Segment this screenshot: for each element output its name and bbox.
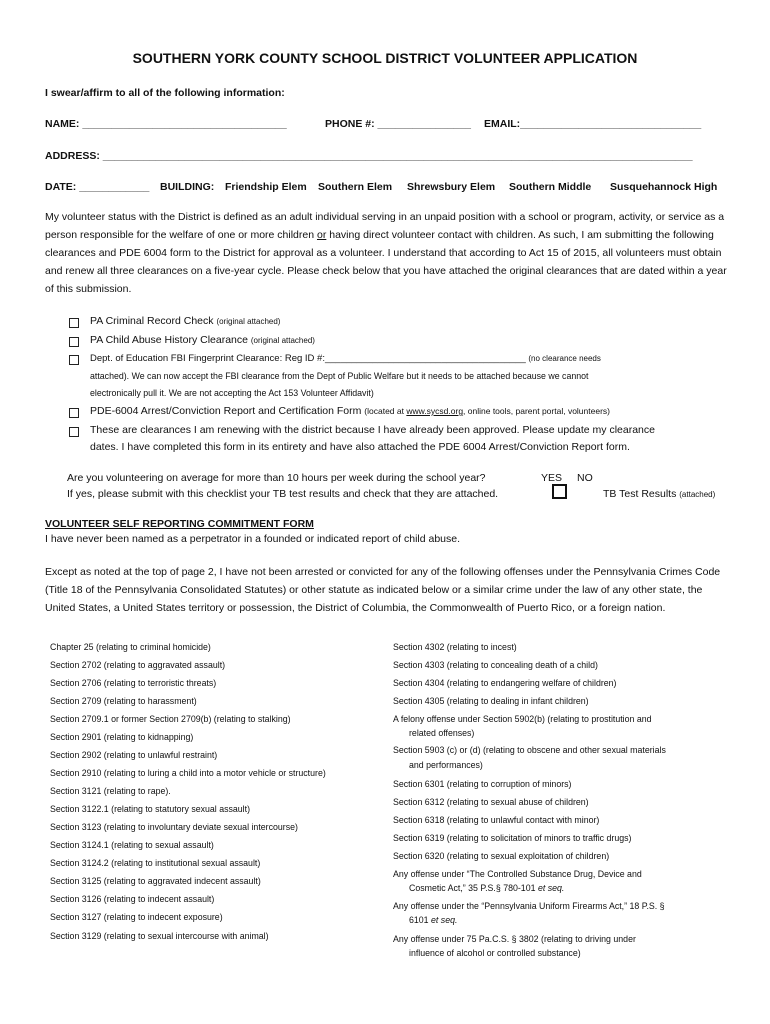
fbi-note-line-2: attached). We can now accept the FBI clearance from the Dept of Public Welfare but it needs to be attached because we cannot (90, 371, 589, 381)
yes-option[interactable]: YES (541, 472, 563, 484)
sycsd-link[interactable]: www.sycsd.org (406, 406, 464, 416)
offense-item: Section 6301 (relating to corruption of minors) (393, 779, 572, 789)
tb-results-label: TB Test Results (attached) (603, 488, 716, 500)
intro-paragraph: My volunteer status with the District is defined as an adult individual serving in an unpaid position with a school or program, activity, or service as a person responsible for the welfare of one or more children or having direct volunteer contact with children. As such, I am submitting the following clearances and PDE 6004 form to the District for approval as a volunteer. I understand that according to Act 15 of 2015, all volunteers must obtain and renew all three clearances on a five-year cycle. Please check below that you have attached the original clearances that are dated within a year of this submission. (45, 211, 727, 295)
tb-question: If yes, please submit with this checklist your TB test results and check that they are attached. (67, 488, 499, 500)
offense-item-cont: related offenses) (409, 728, 475, 738)
offense-item: Section 4302 (relating to incest) (393, 642, 517, 652)
checkbox-fbi-fingerprint[interactable] (69, 355, 79, 365)
building-option-friendship[interactable]: Friendship Elem (225, 181, 307, 193)
hours-question: Are you volunteering on average for more than 10 hours per week during the school year? (67, 472, 486, 484)
clearance-criminal-record: PA Criminal Record Check (original attached) (90, 315, 281, 327)
offense-item: Section 6318 (relating to unlawful contact with minor) (393, 815, 600, 825)
offense-item: Any offense under “The Controlled Substance Drug, Device and (393, 869, 642, 879)
offense-item: A felony offense under Section 5902(b) (relating to prostitution and (393, 714, 652, 724)
offense-item: Section 4304 (relating to endangering welfare of children) (393, 678, 617, 688)
offense-item-cont: influence of alcohol or controlled substance) (409, 948, 581, 958)
except-paragraph: Except as noted at the top of page 2, I have not been arrested or convicted for any of the following offenses under the Pennsylvania Crimes Code (Title 18 of the Pennsylvania Consolidated Statutes) or other statute as indicated below or a similar crime under the law of any other state, the United States, a United States territory or possession, the District of Columbia, the Commonwealth of Puerto Rico, or a foreign nation. (45, 566, 721, 614)
offense-item: Section 2709 (relating to harassment) (50, 696, 197, 706)
swear-statement: I swear/affirm to all of the following information: (45, 87, 285, 99)
offense-item: Any offense under the “Pennsylvania Uniform Firearms Act,” 18 P.S. § (393, 901, 665, 911)
offense-item-cont: and performances) (409, 760, 483, 770)
offense-item: Section 3123 (relating to involuntary deviate sexual intercourse) (50, 822, 298, 832)
building-label: BUILDING: (160, 181, 215, 193)
checkbox-renewing[interactable] (69, 427, 79, 437)
commitment-heading: VOLUNTEER SELF REPORTING COMMITMENT FORM (45, 518, 314, 530)
offense-item: Section 3126 (relating to indecent assault) (50, 894, 215, 904)
building-option-shrewsbury[interactable]: Shrewsbury Elem (407, 181, 496, 193)
email-field[interactable]: EMAIL:_______________________________ (484, 118, 702, 130)
offense-item: Section 2709.1 or former Section 2709(b) (relating to stalking) (50, 714, 291, 724)
offense-item: Section 3129 (relating to sexual intercourse with animal) (50, 931, 269, 941)
offense-item: Chapter 25 (relating to criminal homicide) (50, 642, 211, 652)
building-option-southern-elem[interactable]: Southern Elem (318, 181, 393, 193)
renewal-line-1: These are clearances I am renewing with the district because I have already been approved. Please update my clearance (90, 424, 655, 436)
offense-item: Section 3125 (relating to aggravated indecent assault) (50, 876, 261, 886)
address-field[interactable]: ADDRESS: _____________________________________________________________________________________________________ (45, 150, 693, 162)
checkbox-tb-results[interactable] (552, 484, 567, 499)
offense-item: Section 2702 (relating to aggravated assault) (50, 660, 226, 670)
offense-item: Section 2910 (relating to luring a child into a motor vehicle or structure) (50, 768, 326, 778)
phone-field[interactable]: PHONE #: ________________ (325, 118, 471, 130)
offense-item-cont: 6101 et seq. (409, 915, 458, 925)
offense-item: Section 3122.1 (relating to statutory sexual assault) (50, 804, 250, 814)
no-option[interactable]: NO (577, 472, 593, 484)
checkbox-pde-6004[interactable] (69, 408, 79, 418)
date-field[interactable]: DATE: ____________ (45, 181, 150, 193)
offense-item: Section 4303 (relating to concealing death of a child) (393, 660, 598, 670)
offense-item: Section 3121 (relating to rape). (50, 786, 171, 796)
offense-item: Section 2902 (relating to unlawful restraint) (50, 750, 218, 760)
offense-item: Section 2901 (relating to kidnapping) (50, 732, 194, 742)
checkbox-child-abuse[interactable] (69, 337, 79, 347)
checkbox-criminal-record[interactable] (69, 318, 79, 328)
clearance-pde-6004: PDE-6004 Arrest/Conviction Report and Certification Form (located at www.sycsd.org, online tools, parent portal, volunteers) (90, 405, 610, 417)
fbi-note-line-3: electronically pull it. We are not accepting the Act 153 Volunteer Affidavit) (90, 388, 374, 398)
never-named-statement: I have never been named as a perpetrator in a founded or indicated report of child abuse. (45, 533, 461, 545)
offense-item: Section 6312 (relating to sexual abuse of children) (393, 797, 589, 807)
renewal-line-2: dates. I have completed this form in its entirety and have also attached the PDE 6004 Arrest/Conviction Report form. (90, 441, 630, 453)
offense-item: Any offense under 75 Pa.C.S. § 3802 (relating to driving under (393, 934, 636, 944)
building-option-susquehannock[interactable]: Susquehannock High (610, 181, 718, 193)
clearance-fbi-fingerprint: Dept. of Education FBI Fingerprint Clearance: Reg ID #:______________________________________ (no clearance needs (90, 353, 601, 364)
name-field[interactable]: NAME: ___________________________________ (45, 118, 287, 130)
offense-item-cont: Cosmetic Act,” 35 P.S.§ 780-101 et seq. (409, 883, 565, 893)
offense-item: Section 3124.1 (relating to sexual assault) (50, 840, 214, 850)
clearance-child-abuse: PA Child Abuse History Clearance (original attached) (90, 334, 315, 346)
offense-item: Section 3124.2 (relating to institutional sexual assault) (50, 858, 261, 868)
offense-item: Section 5903 (c) or (d) (relating to obscene and other sexual materials (393, 745, 666, 755)
offense-item: Section 6319 (relating to solicitation of minors to traffic drugs) (393, 833, 632, 843)
offense-item: Section 4305 (relating to dealing in infant children) (393, 696, 589, 706)
page-title: SOUTHERN YORK COUNTY SCHOOL DISTRICT VOLUNTEER APPLICATION (132, 50, 638, 66)
offense-item: Section 2706 (relating to terroristic threats) (50, 678, 217, 688)
building-option-southern-middle[interactable]: Southern Middle (509, 181, 592, 193)
offense-item: Section 6320 (relating to sexual exploitation of children) (393, 851, 610, 861)
offense-item: Section 3127 (relating to indecent exposure) (50, 912, 223, 922)
